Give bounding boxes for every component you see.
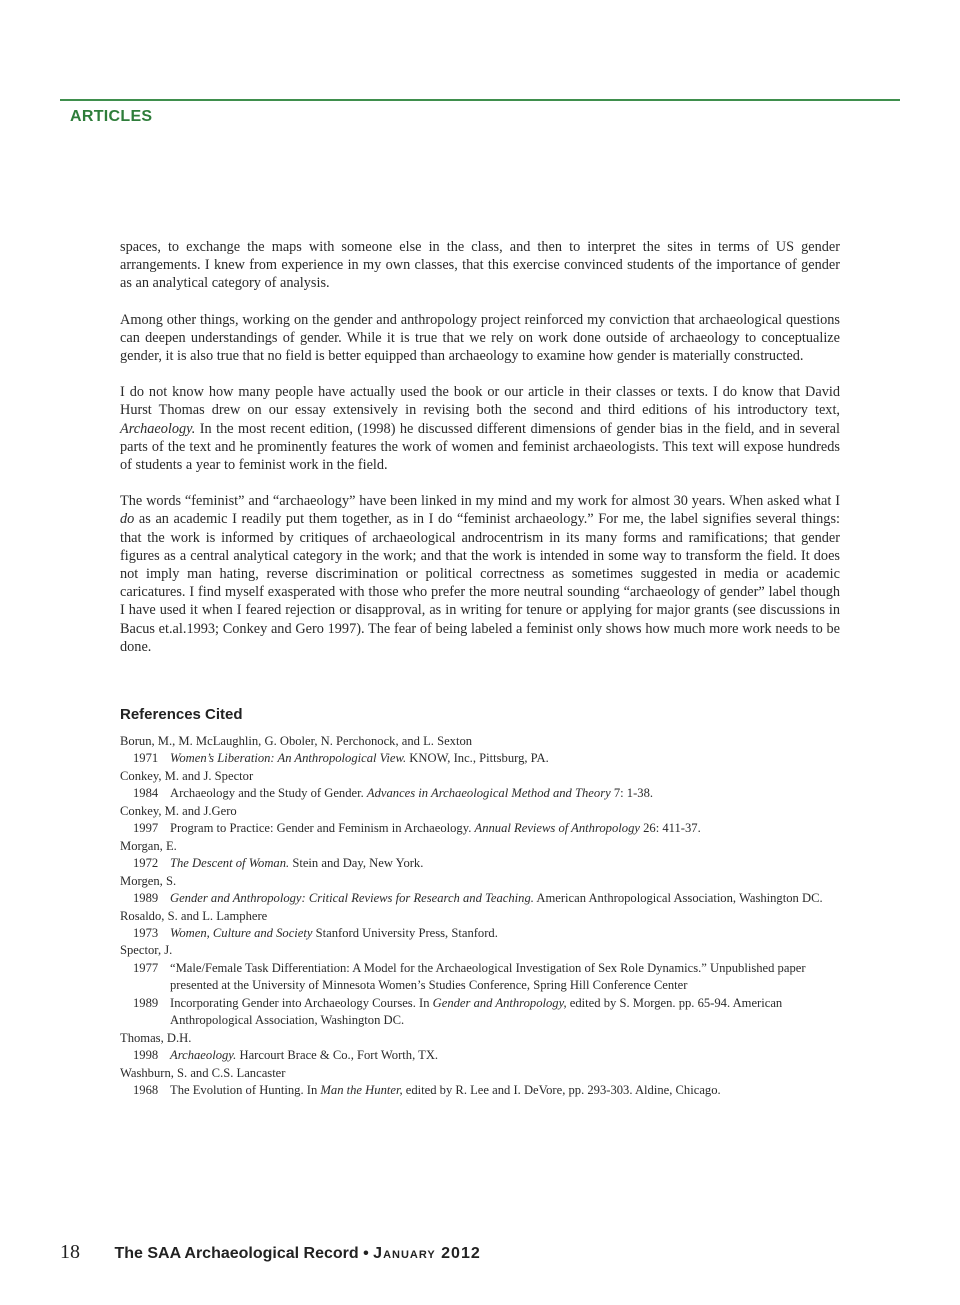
reference-author: Washburn, S. and C.S. Lancaster [120, 1065, 286, 1080]
reference-entry [120, 750, 840, 767]
reference-author: Morgan, E. [120, 838, 177, 853]
text-run: 7: 1-38. [610, 786, 654, 801]
text-run: Among other things, working on the gender and anthropology project reinforced my conviction that archaeological questions can deepen understandings of gender. While it is true that we rely on work done outside of archaeology to conceptualize gender, it is also true that no field is better equipped than archaeology to examine how gender is materially constructed. [120, 311, 840, 365]
text-run: I do not know how many people have actually used the book or our article in their classes or texts. I do know that David Hurst Thomas drew on our essay extensively in revising both the second and third editions of his introductory text, [120, 384, 840, 419]
reference-entry [120, 925, 840, 942]
reference-author: Borun, M., M. McLaughlin, G. Oboler, N. Perchonock, and L. Sexton [120, 734, 473, 748]
reference-citation [170, 925, 840, 942]
reference-author: Conkey, M. and J.Gero [120, 803, 237, 818]
reference-year: 1972 [133, 856, 159, 871]
text-run: as an academic I readily put them together, as in I do “feminist archaeology.” For me, the label signifies several things: that the work is informed by critiques of archaeological androcentrism in its many forms and ramifications; that gender figures as a central analytical category in the work; and that the work is intended in some way to transform the field. It does not imply man hating, reverse discrimination or political correctness as sometimes suggested in media or academic caricatures. I find myself exasperated with those who prefer the more neutral sounding “archaeology of gender” label though I have used it when I feared rejection or disapproval, as in writing for tenure or applying for major grants (see discussions in Bacus et.al.1993; Conkey and Gero 1997). The fear of being labeled a feminist only shows how much more work needs to be done. [120, 511, 840, 655]
reference-citation [170, 1082, 840, 1099]
reference-author: Spector, J. [120, 943, 173, 958]
reference-citation [170, 855, 840, 872]
header-rule [60, 99, 900, 101]
italic-text: Advances in Archaeological Method and Theory [366, 786, 611, 801]
reference-author: Thomas, D.H. [120, 1030, 192, 1045]
reference-year: 1998 [133, 1048, 159, 1063]
italic-text: Archaeology. [120, 420, 196, 437]
reference-year: 1984 [133, 786, 159, 801]
reference-author: Morgen, S. [120, 873, 177, 888]
journal-title: The SAA Archaeological Record [114, 1245, 359, 1262]
text-run: spaces, to exchange the maps with someone else in the class, and then to interpret the sites in terms of US gender arrangements. I knew from experience in my own classes, that this exercise convinced students of the importance of gender as an analytical category of analysis. [120, 239, 840, 292]
italic-text: Gender and Anthropology: Critical Reviews for Research and Teaching. [170, 891, 534, 906]
reference-citation [170, 890, 840, 907]
text-run: The Evolution of Hunting. In [170, 1083, 321, 1098]
italic-text: Women’s Liberation: An Anthropological View. [170, 751, 407, 766]
text-run: “Male/Female Task Differentiation: A Model for the Archaeological Investigation of Sex Role Dynamics.” Unpublished paper presented at the University of Minnesota Women’s Studies Conference, Spring Hill Conference Center [170, 960, 806, 993]
reference-entry [120, 820, 840, 837]
text-run: Stein and Day, New York. [289, 856, 424, 871]
reference-entry [120, 995, 840, 1030]
reference-entry [120, 785, 840, 802]
reference-year: 1973 [133, 925, 159, 940]
reference-year: 1977 [133, 960, 159, 975]
reference-entry [120, 960, 840, 995]
text-run: KNOW, Inc., Pittsburg, PA. [406, 751, 549, 766]
page-number: 18 [60, 1241, 80, 1263]
paragraph [120, 492, 840, 656]
text-run: Stanford University Press, Stanford. [312, 925, 498, 940]
text-run: edited by R. Lee and I. DeVore, pp. 293-303. Aldine, Chicago. [402, 1083, 721, 1098]
reference-entry [120, 1047, 840, 1064]
paragraph [120, 238, 840, 293]
reference-citation [170, 960, 840, 995]
italic-text: The Descent of Woman. [170, 856, 290, 871]
text-run: Harcourt Brace & Co., Fort Worth, TX. [236, 1048, 439, 1063]
italic-text: Gender and Anthropology, [432, 995, 567, 1010]
text-run: American Anthropological Association, Washington DC. [533, 891, 823, 906]
reference-year: 1968 [133, 1083, 159, 1098]
references-heading: References Cited [120, 706, 243, 723]
reference-citation [170, 820, 840, 837]
italic-text: Archaeology. [170, 1048, 237, 1063]
reference-year: 1989 [133, 891, 159, 906]
paragraph [120, 311, 840, 366]
page-footer [60, 1241, 481, 1264]
reference-citation [170, 785, 840, 802]
issue-date: January 2012 [373, 1245, 481, 1262]
text-run: Archaeology and the Study of Gender. [170, 786, 367, 801]
article-body [120, 238, 840, 674]
reference-year: 1989 [133, 995, 159, 1010]
italic-text: Annual Reviews of Anthropology [474, 821, 640, 836]
paragraph [120, 383, 840, 474]
reference-year: 1971 [133, 751, 159, 766]
references-list [120, 733, 840, 1100]
section-label: ARTICLES [70, 108, 153, 125]
text-run: 26: 411-37. [639, 821, 701, 836]
reference-author: Conkey, M. and J. Spector [120, 768, 254, 783]
reference-citation [170, 995, 840, 1030]
text-run: Program to Practice: Gender and Feminism in Archaeology. [170, 821, 475, 836]
reference-citation [170, 750, 840, 767]
reference-author: Rosaldo, S. and L. Lamphere [120, 908, 268, 923]
text-run: The words “feminist” and “archaeology” have been linked in my mind and my work for almost 30 years. When asked what I [120, 493, 840, 510]
text-run: edited by S. Morgen. pp. 65-94. American Anthropological Association, Washington DC. [170, 995, 783, 1028]
text-run: In the most recent edition, (1998) he discussed different dimensions of gender bias in the field, and in several parts of the text and he prominently features the work of women and feminist archaeologists. This text will expose hundreds of students a year to feminist work in the field. [120, 420, 840, 474]
italic-text: Man the Hunter, [320, 1083, 403, 1098]
footer-separator: • [363, 1245, 369, 1262]
reference-year: 1997 [133, 821, 159, 836]
reference-entry [120, 855, 840, 872]
reference-entry [120, 1082, 840, 1099]
italic-text: Women, Culture and Society [170, 925, 313, 940]
text-run: Incorporating Gender into Archaeology Courses. In [170, 995, 433, 1010]
reference-entry [120, 890, 840, 907]
italic-text: do [120, 511, 135, 528]
reference-citation [170, 1047, 840, 1064]
